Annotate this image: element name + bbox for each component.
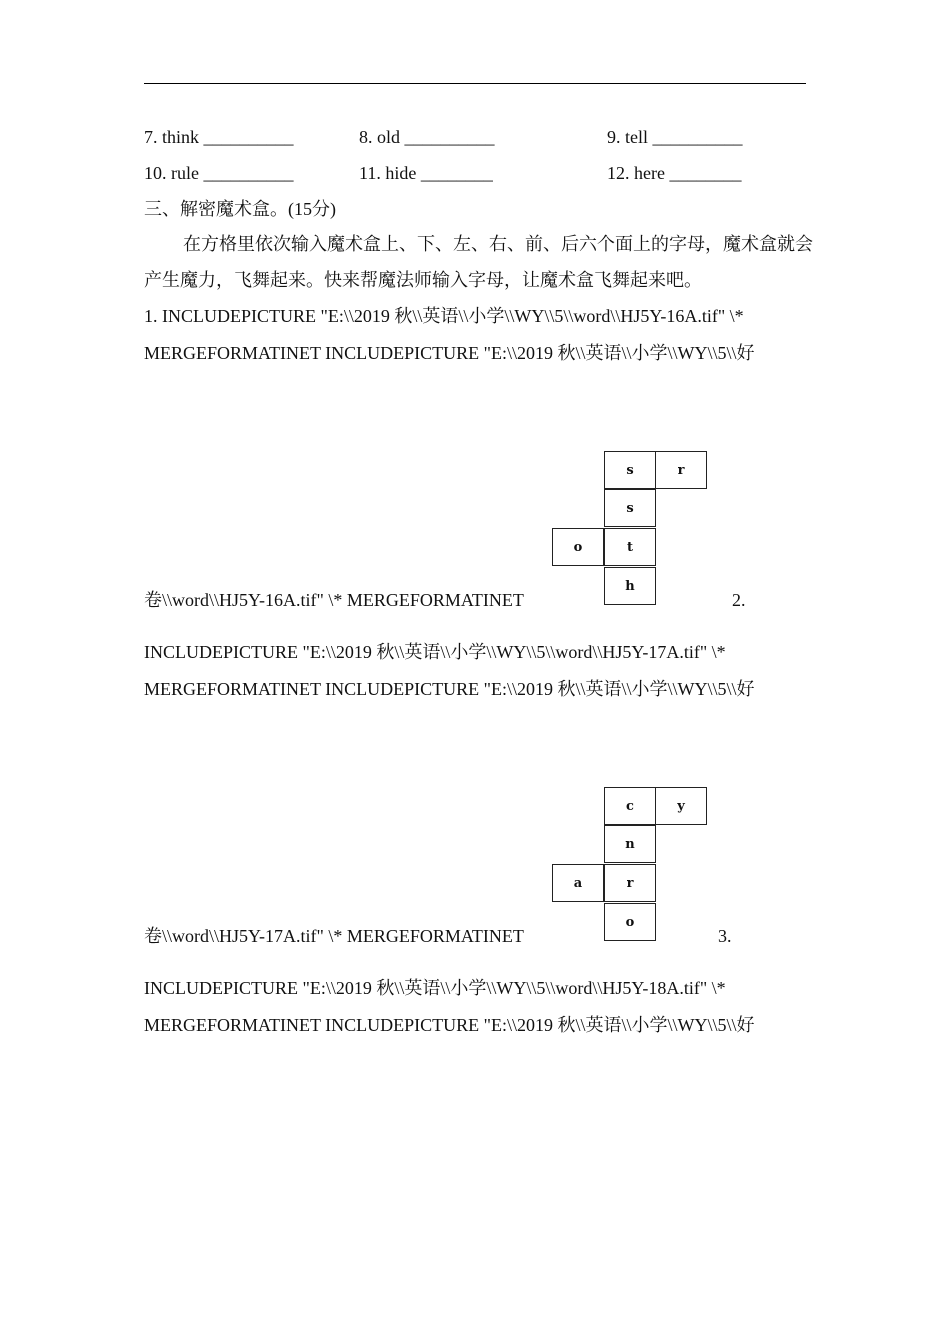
item-1-line-3: 卷\\word\\HJ5Y-16A.tif" \* MERGEFORMATINET xyxy=(144,590,524,610)
vocab-item-7: 7. think __________ xyxy=(144,127,294,147)
cell-center: t xyxy=(604,528,656,566)
item-2-line-1: INCLUDEPICTURE "E:\\2019 秋\\英语\\小学\\WY\\5\\word\\HJ5Y-17A.tif" \* xyxy=(144,642,726,662)
item-3-line-1: INCLUDEPICTURE "E:\\2019 秋\\英语\\小学\\WY\\5\\word\\HJ5Y-18A.tif" \* xyxy=(144,978,726,998)
item-1-line-1: 1. INCLUDEPICTURE "E:\\2019 秋\\英语\\小学\\WY\\5\\word\\HJ5Y-16A.tif" \* xyxy=(144,306,744,326)
magic-box-net-2 xyxy=(552,787,708,941)
item-2-line-3: 卷\\word\\HJ5Y-17A.tif" \* MERGEFORMATINET xyxy=(144,926,524,946)
vocab-item-8: 8. old __________ xyxy=(359,127,495,147)
vocab-item-11: 11. hide ________ xyxy=(359,163,493,183)
vocab-item-9: 9. tell __________ xyxy=(607,127,743,147)
vocab-item-12: 12. here ________ xyxy=(607,163,742,183)
header-rule xyxy=(144,83,806,84)
item-2-line-2: MERGEFORMATINET INCLUDEPICTURE "E:\\2019 秋\\英语\\小学\\WY\\5\\好 xyxy=(144,679,755,699)
cell-top-right: y xyxy=(655,787,707,825)
cell-left: o xyxy=(552,528,604,566)
cell-upper: n xyxy=(604,825,656,863)
magic-box-net-1 xyxy=(552,451,708,605)
cell-top-right: r xyxy=(655,451,707,489)
cell-bottom: h xyxy=(604,567,656,605)
cell-top: c xyxy=(604,787,656,825)
section-heading: 三、解密魔术盒。(15分) xyxy=(144,199,336,219)
instruction-line-1: 在方格里依次输入魔术盒上、下、左、右、前、后六个面上的字母，魔术盒就会 xyxy=(183,234,813,254)
cell-left: a xyxy=(552,864,604,902)
cell-top: s xyxy=(604,451,656,489)
item-3-number: 3. xyxy=(718,926,732,946)
vocab-item-10: 10. rule __________ xyxy=(144,163,294,183)
cell-upper: s xyxy=(604,489,656,527)
cell-center: r xyxy=(604,864,656,902)
item-1-line-2: MERGEFORMATINET INCLUDEPICTURE "E:\\2019 秋\\英语\\小学\\WY\\5\\好 xyxy=(144,343,755,363)
item-3-line-2: MERGEFORMATINET INCLUDEPICTURE "E:\\2019 秋\\英语\\小学\\WY\\5\\好 xyxy=(144,1015,755,1035)
item-2-number: 2. xyxy=(732,590,746,610)
instruction-line-2: 产生魔力，飞舞起来。快来帮魔法师输入字母，让魔术盒飞舞起来吧。 xyxy=(144,270,702,290)
cell-bottom: o xyxy=(604,903,656,941)
